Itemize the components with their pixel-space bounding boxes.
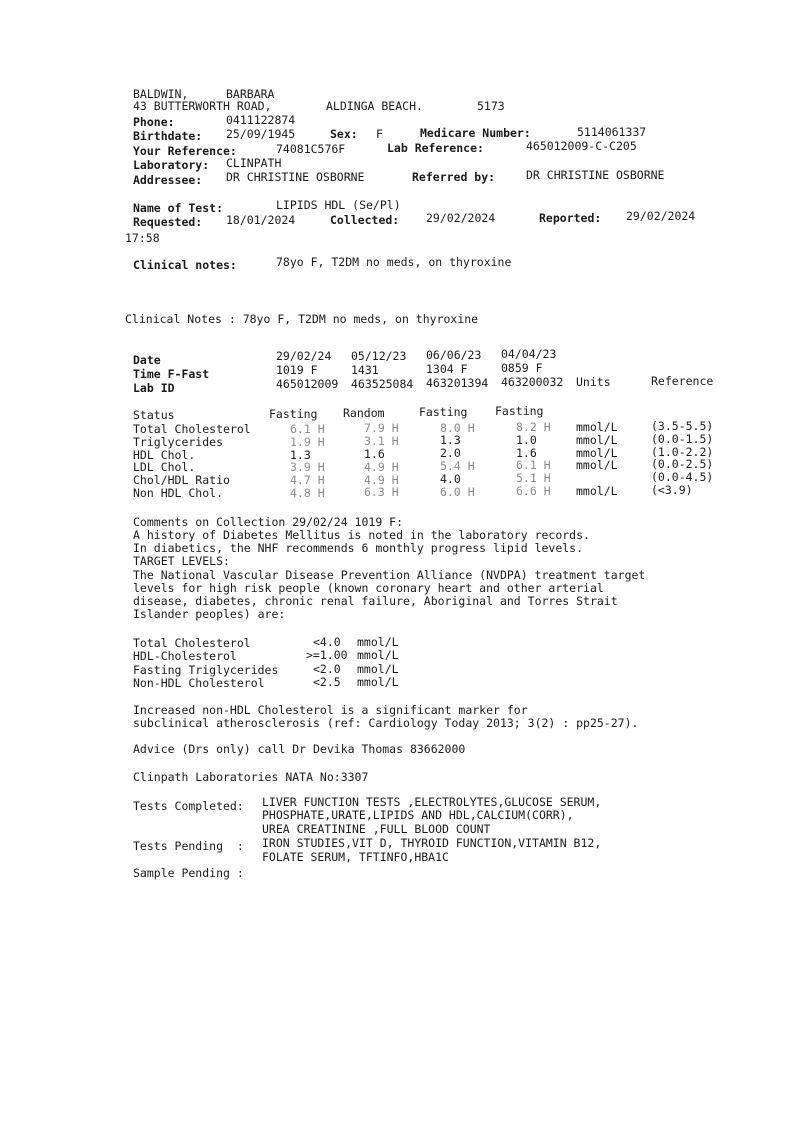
date-col-2: 05/12/23 [351,349,407,363]
result-value: 8.2 H [516,419,551,434]
status-col-4: Fasting [495,404,544,418]
result-value: 7.9 H [364,421,399,436]
result-value: 4.0 [440,471,461,486]
row-label: HDL Chol. [133,447,196,462]
result-value: 2.0 [440,446,461,461]
your-reference-value: 74081C576F [276,142,346,156]
result-value: 6.1 H [516,458,551,473]
tests-pending-2: FOLATE SERUM, TFTINFO,HBA1C [262,850,449,864]
row-label: Chol/HDL Ratio [133,473,230,488]
lab-id-label: Lab ID [133,381,175,395]
target-unit: mmol/L [357,661,399,676]
addressee-label: Addressee: [133,173,203,187]
result-value: 4.8 H [290,486,325,500]
tests-pending-1: IRON STUDIES,VIT D, THYROID FUNCTION,VITAMIN B12, [262,836,602,850]
birthdate-value: 25/09/1945 [226,127,296,141]
requested-label: Requested: [133,215,203,229]
result-value: 4.7 H [290,473,325,488]
phone-label: Phone: [133,115,175,129]
tests-completed-1: LIVER FUNCTION TESTS ,ELECTROLYTES,GLUCOSE SERUM, [262,795,602,809]
nata-line: Clinpath Laboratories NATA No:3307 [133,770,369,784]
comment-line: levels for high risk people (known coronary heart and other arterial [133,580,604,595]
clinical-notes-label: Clinical notes: [133,258,237,272]
tests-completed-2: PHOSPHATE,URATE,LIPIDS AND HDL,CALCIUM(CORR), [262,808,574,822]
result-value: 5.1 H [516,471,551,486]
labid-col-1: 465012009 [276,377,339,391]
reference-range: (3.5-5.5) [651,419,714,433]
target-unit: mmol/L [357,674,399,689]
row-label: Non HDL Chol. [133,486,224,500]
lab-reference-value: 465012009-C-C205 [526,139,637,153]
time-label: Time F-Fast [133,367,210,381]
medicare-value: 5114061337 [577,125,647,139]
advice-line: Advice (Drs only) call Dr Devika Thomas 83662000 [133,742,466,756]
target-value: <2.0 [313,661,341,676]
result-value: 1.3 [290,447,311,462]
target-value: <4.0 [313,635,341,649]
reference-range: (1.0-2.2) [651,444,714,459]
result-value: 4.9 H [364,459,399,474]
result-value: 6.1 H [290,422,325,436]
date-col-4: 04/04/23 [501,347,557,361]
clinical-notes-value: 78yo F, T2DM no meds, on thyroxine [276,255,512,269]
row-label: Triglycerides [133,434,224,449]
lab-reference-label: Lab Reference: [387,141,484,155]
result-value: 1.3 [440,433,461,448]
tests-pending-label: Tests Pending : [133,839,244,853]
result-value: 1.6 [364,446,385,461]
laboratory-label: Laboratory: [133,158,210,172]
birthdate-label: Birthdate: [133,129,203,143]
status-col-1: Fasting [269,407,318,421]
comment-line: Comments on Collection 29/02/24 1019 F: [133,515,404,529]
units-header: Units [576,375,611,389]
comment-line: In diabetics, the NHF recommends 6 monthly progress lipid levels. [133,541,584,556]
result-value: 1.0 [516,432,537,447]
reported-label: Reported: [539,211,602,225]
your-reference-label: Your Reference: [133,144,237,158]
result-value: 6.3 H [364,485,399,500]
date-col-3: 06/06/23 [426,348,482,362]
result-value: 8.0 H [440,420,475,435]
target-value: >=1.00 [306,648,348,663]
comment-line: Increased non-HDL Cholesterol is a significant marker for [133,703,528,717]
referred-by-label: Referred by: [412,170,496,184]
test-name-label: Name of Test: [133,201,224,215]
reported-time: 17:58 [125,231,160,245]
status-col-2: Random [343,406,385,420]
comment-line: TARGET LEVELS: [133,554,230,569]
laboratory-value: CLINPATH [226,156,282,170]
patient-given-name: BARBARA [226,87,275,101]
result-units: mmol/L [576,432,618,447]
collected-value: 29/02/2024 [426,211,496,225]
time-col-2: 1431 [351,363,379,377]
row-label: LDL Chol. [133,460,196,475]
target-name: Total Cholesterol [133,636,251,650]
sex-value: F [376,127,383,141]
address-suburb: ALDINGA BEACH. [326,99,423,113]
result-value: 3.9 H [290,460,325,475]
target-value: <2.5 [313,674,341,689]
reported-value: 29/02/2024 [626,209,696,223]
status-col-3: Fasting [419,405,468,419]
time-col-4: 0859 F [501,361,543,375]
comment-line: The National Vascular Disease Prevention Alliance (NVDPA) treatment target [133,567,646,582]
comment-line: A history of Diabetes Mellitus is noted in the laboratory records. [133,528,590,543]
result-units: mmol/L [576,484,618,498]
reference-range: (<3.9) [651,483,693,497]
result-units: mmol/L [576,445,618,460]
row-label: Total Cholesterol [133,422,251,436]
tests-completed-3: UREA CREATININE ,FULL BLOOD COUNT [262,822,491,836]
address-street: 43 BUTTERWORTH ROAD, [133,99,272,113]
reference-range: (0.0-2.5) [651,457,714,472]
labid-col-2: 463525084 [351,377,414,391]
patient-surname: BALDWIN, [133,87,189,101]
labid-col-4: 463200032 [501,375,564,389]
target-unit: mmol/L [357,648,399,663]
medicare-label: Medicare Number: [420,126,531,140]
result-value: 3.1 H [364,434,399,449]
status-label: Status [133,408,175,422]
phone-value: 0411122874 [226,113,296,127]
tests-completed-label: Tests Completed: [133,799,244,813]
clinical-notes-line: Clinical Notes : 78yo F, T2DM no meds, on thyroxine [125,312,479,326]
target-name: Non-HDL Cholesterol [133,675,265,690]
test-name-value: LIPIDS HDL (Se/Pl) [276,198,401,212]
result-value: 6.0 H [440,484,475,499]
referred-by-value: DR CHRISTINE OSBORNE [526,168,665,182]
labid-col-3: 463201394 [426,376,489,390]
result-value: 1.9 H [290,434,325,449]
collected-label: Collected: [330,213,400,227]
date-col-1: 29/02/24 [276,349,332,363]
reference-range: (0.0-4.5) [651,470,714,485]
target-name: HDL-Cholesterol [133,649,237,664]
result-value: 5.4 H [440,459,475,473]
target-name: Fasting Triglycerides [133,662,279,677]
target-unit: mmol/L [357,635,399,649]
date-label: Date [133,353,161,367]
reference-range: (0.0-1.5) [651,431,714,446]
requested-value: 18/01/2024 [226,213,296,227]
addressee-value: DR CHRISTINE OSBORNE [226,170,365,184]
comment-line: subclinical atherosclerosis (ref: Cardiology Today 2013; 3(2) : pp25-27). [133,716,639,731]
result-units: mmol/L [576,458,618,473]
result-value: 6.6 H [516,483,551,498]
sex-label: Sex: [330,127,358,141]
comment-line: disease, diabetes, chronic renal failure, Aboriginal and Torres Strait [133,593,618,608]
reference-header: Reference [651,374,714,388]
comment-line: Islander peoples) are: [133,607,286,622]
time-col-1: 1019 F [276,363,318,377]
postcode: 5173 [477,99,505,113]
time-col-3: 1304 F [426,362,468,376]
result-value: 1.6 [516,445,537,460]
result-units: mmol/L [576,420,618,434]
sample-pending-label: Sample Pending : [133,866,244,880]
result-value: 4.9 H [364,472,399,487]
